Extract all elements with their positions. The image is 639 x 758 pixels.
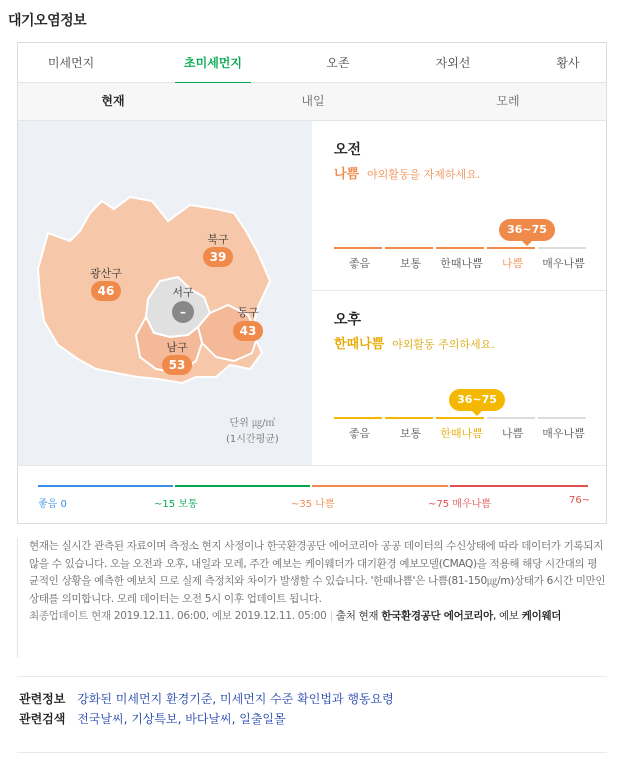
pollutant-tabs xyxy=(18,43,606,83)
search-link-national-weather[interactable]: 전국날씨 xyxy=(77,712,124,726)
am-seg-very-bad xyxy=(538,247,586,249)
pm-label-good: 좋음 xyxy=(348,427,371,440)
pm-seg-normal xyxy=(385,417,433,419)
am-status xyxy=(334,163,480,182)
search-link-sea-weather[interactable]: 바다날씨 xyxy=(185,712,232,726)
search-link-sunrise-sunset[interactable]: 일출일몰 xyxy=(239,712,286,726)
tab-now[interactable]: 현재 xyxy=(101,94,125,108)
tab-ozone[interactable]: 오존 xyxy=(326,56,350,70)
am-seg-normal xyxy=(385,247,433,249)
divider-top xyxy=(17,676,607,677)
related-search-label: 관련검색 xyxy=(19,712,66,726)
pm-seg-very-bad xyxy=(538,417,586,419)
am-seg-good xyxy=(334,247,382,249)
related-info-label: 관련정보 xyxy=(19,692,66,706)
am-message: 야외활동을 자제하세요. xyxy=(366,168,481,181)
am-label-good: 좋음 xyxy=(348,257,371,270)
related-link-guide[interactable]: 미세먼지 수준 확인법과 행동요령 xyxy=(220,692,394,706)
update-time: 최종업데이트 현재 2019.12.11. 06:00, 예보 2019.12.11. 05:00 xyxy=(29,610,327,622)
related-search: 관련검색 전국날씨, 기상특보, 바다날씨, 일출일몰 xyxy=(19,712,286,726)
concentration-legend xyxy=(18,465,606,523)
source-prefix: 출처 현재 xyxy=(335,610,379,622)
unit-line-2: (1시간평균) xyxy=(226,434,279,445)
am-range-bubble: 36~75 xyxy=(499,219,555,241)
source-airkorea-link[interactable]: 한국환경공단 에어코리아 xyxy=(381,610,493,622)
pm-range-bubble: 36~75 xyxy=(449,389,505,411)
pm-seg-good xyxy=(334,417,382,419)
district-badge-dong-gu[interactable]: 43 xyxy=(233,321,263,341)
legend-label-max: 76~ xyxy=(569,495,591,506)
tab-uv[interactable]: 자외선 xyxy=(435,56,471,70)
pm-label-bad: 나쁨 xyxy=(501,427,524,440)
district-label-dong-gu: 동구 xyxy=(237,306,259,319)
update-info: 최종업데이트 현재 2019.12.11. 06:00, 예보 2019.12.11. 05:00 | 출처 현재 한국환경공단 에어코리아, 예보 케이웨더 xyxy=(29,610,562,622)
pm-label-normal: 보통 xyxy=(399,427,422,440)
legend-label-bad: ~35 나쁨 xyxy=(291,499,335,510)
district-badge-gwangsan-gu[interactable]: 46 xyxy=(91,281,121,301)
tab-tomorrow[interactable]: 내일 xyxy=(301,94,325,108)
pm-message: 야외활동 주의하세요. xyxy=(392,338,495,351)
search-link-weather-alert[interactable]: 기상특보 xyxy=(131,712,178,726)
related-link-standard[interactable]: 강화된 미세먼지 환경기준 xyxy=(77,692,213,706)
legend-label-very-bad: ~75 매우나쁨 xyxy=(428,499,491,510)
morning-forecast xyxy=(312,121,606,291)
am-label-normal: 보통 xyxy=(399,257,422,270)
day-tabs xyxy=(18,83,606,121)
pm-scale xyxy=(334,417,589,441)
legend-bar-bad xyxy=(312,485,448,487)
am-seg-partly-bad xyxy=(436,247,484,249)
related-info: 관련정보 강화된 미세먼지 환경기준, 미세먼지 수준 확인법과 행동요령 xyxy=(19,692,394,706)
tab-yellow-dust[interactable]: 황사 xyxy=(556,56,580,70)
source-kweather-link[interactable]: 케이웨더 xyxy=(521,610,562,622)
notice-paragraph: 현재는 실시간 관측된 자료이며 측정소 현지 사정이나 한국환경공단 에어코리아 공공 데이터의 수신상태에 따라 데이터가 기록되지 않을 수 있습니다. 오늘 오전과 오후, 내일과 모레, 주간 예보는 케이웨더가 대기환경 예보모델(CMAQ)을 적용해 해당 시간대의 평균적인 상황을 예측한 예보치 므로 실제 측정치와 차이가 발생할 수 있습니다. '한때나쁨'은 나쁨(81-150㎍/m)상태가 6시간 미만인 상태를 의미합니다. 모레 데이터는 오전 5시 이후 업데이트 됩니다. xyxy=(29,540,606,605)
legend-bar-normal xyxy=(175,485,310,487)
pm-status xyxy=(334,333,495,352)
unit-line-1: 단위 ㎍/㎥ xyxy=(229,418,276,429)
tab-ultrafine-dust[interactable]: 초미세먼지 xyxy=(175,43,251,84)
tab-fine-dust[interactable]: 미세먼지 xyxy=(47,56,95,70)
period-am: 오전 xyxy=(334,142,362,158)
am-label-very-bad: 매우나쁨 xyxy=(542,257,585,270)
district-label-nam-gu: 남구 xyxy=(166,341,188,354)
am-label-bad: 나쁨 xyxy=(501,257,524,270)
afternoon-forecast xyxy=(312,291,606,465)
district-label-buk-gu: 북구 xyxy=(207,233,229,246)
tab-day-after[interactable]: 모레 xyxy=(496,94,520,108)
am-label-partly-bad: 한때나쁨 xyxy=(440,257,483,270)
divider-bottom xyxy=(17,752,607,753)
pm-seg-bad xyxy=(487,417,535,419)
district-map xyxy=(18,121,312,465)
district-badge-buk-gu[interactable]: 39 xyxy=(203,247,233,267)
source-forecast-prefix: , 예보 xyxy=(492,610,519,622)
air-pollution-card xyxy=(17,42,607,524)
pm-seg-partly-bad xyxy=(436,417,484,419)
am-seg-bad xyxy=(487,247,535,249)
district-label-gwangsan-gu: 광산구 xyxy=(90,267,122,280)
pm-level: 한때나쁨 xyxy=(334,337,385,352)
legend-bar-very-bad xyxy=(450,485,588,487)
unit-label xyxy=(226,416,279,448)
section-title: 대기오염정보 xyxy=(8,13,87,29)
legend-label-good: 좋음 0 xyxy=(38,499,67,510)
am-scale xyxy=(334,247,589,271)
legend-bar-good xyxy=(38,485,173,487)
district-badge-seo-gu[interactable]: – xyxy=(172,301,194,323)
pm-label-partly-bad: 한때나쁨 xyxy=(440,427,483,440)
notice-text xyxy=(17,538,607,658)
legend-label-normal: ~15 보통 xyxy=(154,499,198,510)
district-label-seo-gu: 서구 xyxy=(172,286,194,299)
am-level: 나쁨 xyxy=(334,167,360,182)
district-badge-nam-gu[interactable]: 53 xyxy=(162,355,192,375)
pm-label-very-bad: 매우나쁨 xyxy=(542,427,585,440)
period-pm: 오후 xyxy=(334,312,362,328)
